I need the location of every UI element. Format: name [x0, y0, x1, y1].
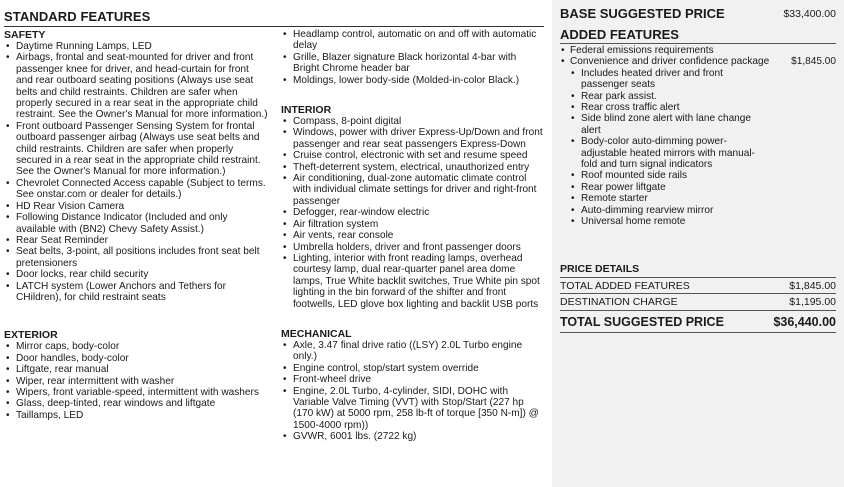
interior-feature-item: • Air conditioning, dual-zone automatic climate control with individual climate settings for driver and right-front passenger — [281, 173, 545, 207]
mechanical-feature-item: • Front-wheel drive — [281, 374, 545, 385]
exterior-feature-item: • Wiper, rear intermittent with washer — [4, 376, 268, 387]
divider — [560, 293, 836, 294]
safety-feature-item: • HD Rear Vision Camera — [4, 201, 268, 212]
interior-feature-item: • Cruise control, electronic with set and resume speed — [281, 150, 545, 161]
divider — [560, 332, 836, 333]
interior-feature-item: • Air vents, rear console — [281, 230, 545, 241]
interior-feature-item: • Umbrella holders, driver and front passenger doors — [281, 242, 545, 253]
base-price-value: $33,400.00 — [783, 8, 836, 20]
price-details-title: PRICE DETAILS — [560, 263, 640, 275]
total-price-row: TOTAL SUGGESTED PRICE $36,440.00 — [560, 315, 836, 329]
added-features-title: ADDED FEATURES — [560, 27, 679, 42]
interior-feature-item: • Defogger, rear-window electric — [281, 207, 545, 218]
package-feature-item: • Roof mounted side rails — [570, 170, 760, 181]
mechanical-heading: MECHANICAL — [281, 327, 352, 340]
exterior-feature-item: • Glass, deep-tinted, rear windows and liftgate — [4, 398, 268, 409]
added-features-list — [560, 45, 836, 228]
safety-feature-item: • Daytime Running Lamps, LED — [4, 41, 268, 52]
package-feature-item: • Includes heated driver and front passenger seats — [570, 68, 760, 91]
exterior-feature-item: • Headlamp control, automatic on and off with automatic delay — [281, 29, 545, 52]
interior-feature-item: • Windows, power with driver Express-Up/Down and front passenger and rear seat passengers Express-Down — [281, 127, 545, 150]
safety-feature-item: • LATCH system (Lower Anchors and Tethers for CHildren), for child restraint seats — [4, 281, 268, 304]
exterior-feature-item: • Wipers, front variable-speed, intermittent with washers — [4, 387, 268, 398]
exterior-feature-item: • Moldings, lower body-side (Molded-in-color Black.) — [281, 75, 545, 86]
pricing-panel — [552, 0, 844, 487]
package-feature-item: • Rear power liftgate — [570, 182, 760, 193]
package-feature-item: • Side blind zone alert with lane change alert — [570, 113, 760, 136]
standard-features-title: STANDARD FEATURES — [4, 9, 151, 24]
package-feature-item: • Auto-dimming rearview mirror — [570, 205, 760, 216]
features-column-left — [4, 29, 268, 421]
total-added-row: TOTAL ADDED FEATURES $1,845.00 — [560, 280, 836, 292]
exterior-feature-item: • Taillamps, LED — [4, 410, 268, 421]
interior-feature-item: • Lighting, interior with front reading lamps, overhead courtesy lamp, dual rear-quarter panel area dome lamps, True White backlit switches, True White pin spot lighting in the bin forward of the shifter and front footwells, LED glove box lighting and backlit USB ports — [281, 253, 545, 310]
base-price-label: BASE SUGGESTED PRICE — [560, 6, 725, 21]
safety-feature-item: • Airbags, frontal and seat-mounted for driver and front passenger knee for driver, and head-curtain for front and rear outboard seating positions (Always use seat belts and child restraints. Children are safer when properly secured in a rear seat in the appropriate child restraint. See the Owner's Manual for more information.) — [4, 52, 268, 120]
package-feature-item: • Universal home remote — [570, 216, 760, 227]
base-price-row — [560, 6, 836, 21]
safety-feature-item: • Seat belts, 3-point, all positions includes front seat belt pretensioners — [4, 246, 268, 269]
package-feature-item: • Rear park assist. — [570, 91, 760, 102]
mechanical-feature-item: • GVWR, 6001 lbs. (2722 kg) — [281, 431, 545, 442]
safety-feature-item: • Chevrolet Connected Access capable (Subject to terms. See onstar.com or dealer for details.) — [4, 178, 268, 201]
interior-list — [281, 116, 545, 310]
package-feature-item: • Body-color auto-dimming power-adjustable heated mirrors with manual-fold and turn signal indicators — [570, 136, 760, 170]
safety-list — [4, 41, 268, 303]
package-contents-list — [570, 68, 836, 228]
divider — [560, 43, 836, 44]
added-feature-item: • Federal emissions requirements — [560, 45, 836, 56]
package-price: $1,845.00 — [791, 56, 836, 68]
exterior-heading: EXTERIOR — [4, 329, 58, 342]
divider — [560, 310, 836, 311]
destination-row: DESTINATION CHARGE $1,195.00 — [560, 296, 836, 308]
exterior-list — [4, 341, 268, 421]
interior-heading: INTERIOR — [281, 104, 332, 117]
added-feature-item: • Convenience and driver confidence package $1,845.00 — [560, 56, 836, 67]
mechanical-feature-item: • Engine control, stop/start system override — [281, 363, 545, 374]
interior-feature-item: • Theft-deterrent system, electrical, unauthorized entry — [281, 162, 545, 173]
safety-feature-item: • Door locks, rear child security — [4, 269, 268, 280]
mechanical-feature-item: • Axle, 3.47 final drive ratio ((LSY) 2.0L Turbo engine only.) — [281, 340, 545, 363]
interior-feature-item: • Compass, 8-point digital — [281, 116, 545, 127]
package-feature-item: • Rear cross traffic alert — [570, 102, 760, 113]
divider — [4, 26, 544, 27]
features-column-right — [281, 29, 545, 443]
exterior-feature-item: • Liftgate, rear manual — [4, 364, 268, 375]
safety-feature-item: • Front outboard Passenger Sensing System for frontal outboard passenger airbag (Always use seat belts and child restraints. Children are safer when properly secured in a rear seat in the appropriate child restraint. See the Owner's Manual for more information.) — [4, 121, 268, 178]
exterior-feature-item: • Grille, Blazer signature Black horizontal 4-bar with Bright Chrome header bar — [281, 52, 545, 75]
mechanical-list — [281, 340, 545, 443]
safety-feature-item: • Following Distance Indicator (Included and only available with (BN2) Chevy Safety Assist.) — [4, 212, 268, 235]
safety-heading: SAFETY — [4, 29, 46, 41]
interior-feature-item: • Air filtration system — [281, 219, 545, 230]
safety-feature-item: • Rear Seat Reminder — [4, 235, 268, 246]
exterior-continued-list — [281, 29, 545, 86]
exterior-feature-item: • Mirror caps, body-color — [4, 341, 268, 352]
mechanical-feature-item: • Engine, 2.0L Turbo, 4-cylinder, SIDI, DOHC with Variable Valve Timing (VVT) with Stop/Start (227 hp (170 kW) at 5000 rpm, 258 lb-ft of torque [350 N-m]) @ 1500-4000 rpm)) — [281, 386, 545, 432]
package-feature-item: • Remote starter — [570, 193, 760, 204]
divider — [560, 277, 836, 278]
exterior-feature-item: • Door handles, body-color — [4, 353, 268, 364]
